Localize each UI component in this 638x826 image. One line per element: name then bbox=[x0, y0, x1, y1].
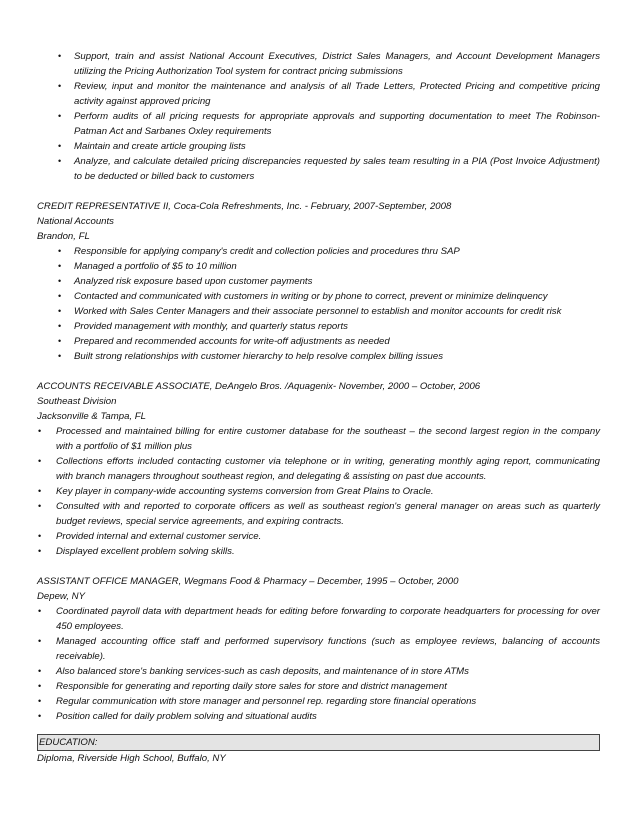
job-department-credit: National Accounts bbox=[37, 216, 114, 227]
job-title-credit: CREDIT REPRESENTATIVE II, Coca-Cola Refreshments, Inc. - February, 2007-September, 2008 bbox=[37, 201, 452, 212]
list-item: • Position called for daily problem solving and situational audits bbox=[38, 711, 317, 722]
bullet-icon: • bbox=[58, 306, 62, 316]
list-item: • Processed and maintained billing for entire customer database for the southeast – the second largest region in the company with a portfolio of $1 million plus bbox=[38, 426, 600, 452]
bullet-icon: • bbox=[38, 486, 42, 496]
job-title-ar: ACCOUNTS RECEIVABLE ASSOCIATE, DeAngelo Bros. /Aquagenix- November, 2000 – October, 2006 bbox=[37, 381, 481, 392]
list-item: • Maintain and create article grouping lists bbox=[58, 141, 246, 152]
list-item: • Responsible for applying company's credit and collection policies and procedures thru SAP bbox=[58, 246, 460, 257]
list-item: • Review, input and monitor the maintenance and analysis of all Trade Letters, Protected Pricing and competitive pricing activity against approved pricing bbox=[58, 81, 600, 107]
list-item: • Managed accounting office staff and performed supervisory functions (such as employee reviews, balancing of accounts receivable). bbox=[38, 636, 600, 662]
list-item: • Provided internal and external customer service. bbox=[38, 531, 262, 542]
job-title-wegmans: ASSISTANT OFFICE MANAGER, Wegmans Food & Pharmacy – December, 1995 – October, 2000 bbox=[37, 576, 459, 587]
job-location-credit: Brandon, FL bbox=[37, 231, 90, 242]
list-item: • Collections efforts included contacting customer via telephone or in writing, generating monthly aging report, communicating with branch managers throughout southeast region, and delegating & assisting on past due accounts. bbox=[38, 456, 600, 482]
bullet-icon: • bbox=[58, 351, 62, 361]
wegmans-duties-list bbox=[37, 604, 600, 724]
bullet-icon: • bbox=[58, 276, 62, 286]
list-item: • Also balanced store's banking services-such as cash deposits, and maintenance of in store ATMs bbox=[38, 666, 469, 677]
bullet-icon: • bbox=[58, 141, 62, 151]
bullet-icon: • bbox=[38, 531, 42, 541]
list-item: • Provided management with monthly, and quarterly status reports bbox=[58, 321, 348, 332]
bullet-icon: • bbox=[58, 246, 62, 256]
list-item: • Perform audits of all pricing requests for appropriate approvals and supporting documentation to meet The Robinson- Patman Act and Sarbanes Oxley requirements bbox=[58, 111, 600, 137]
bullet-icon: • bbox=[38, 681, 42, 691]
bullet-icon: • bbox=[58, 156, 62, 166]
bullet-icon: • bbox=[38, 546, 42, 556]
bullet-icon: • bbox=[58, 111, 62, 121]
list-item: • Built strong relationships with customer hierarchy to help resolve complex billing issues bbox=[58, 351, 443, 362]
list-item: • Responsible for generating and reporting daily store sales for store and district management bbox=[38, 681, 447, 692]
list-item: • Coordinated payroll data with department heads for editing before forwarding to corporate headquarters for processing for over 450 employees. bbox=[38, 606, 600, 632]
list-item: • Regular communication with store manager and personnel rep. regarding store financial operations bbox=[38, 696, 477, 707]
bullet-icon: • bbox=[58, 51, 62, 61]
list-item: • Worked with Sales Center Managers and their associate personnel to establish and monitor accounts for credit risk bbox=[58, 306, 562, 317]
education-heading: EDUCATION: bbox=[37, 734, 600, 751]
list-item: • Support, train and assist National Account Executives, District Sales Managers, and Account Development Managers utilizing the Pricing Authorization Tool system for contract pricing submissions bbox=[58, 51, 600, 77]
list-item: • Consulted with and reported to corporate officers as well as southeast region's general manager on areas such as quarterly budget reviews, special service agreements, and expiring contracts. bbox=[38, 501, 600, 527]
bullet-icon: • bbox=[38, 711, 42, 721]
job-location-wegmans: Depew, NY bbox=[37, 591, 85, 602]
bullet-icon: • bbox=[38, 696, 42, 706]
bullet-icon: • bbox=[58, 291, 62, 301]
bullet-icon: • bbox=[58, 321, 62, 331]
list-item: • Key player in company-wide accounting systems conversion from Great Plains to Oracle. bbox=[38, 486, 434, 497]
list-item: • Prepared and recommended accounts for write-off adjustments as needed bbox=[58, 336, 390, 347]
list-item: • Analyze, and calculate detailed pricing discrepancies requested by sales team resulting in a PIA (Post Invoice Adjustment) to be deducted or billed back to customers bbox=[58, 156, 600, 182]
list-item: • Displayed excellent problem solving skills. bbox=[38, 546, 235, 557]
bullet-icon: • bbox=[58, 336, 62, 346]
bullet-icon: • bbox=[38, 636, 42, 646]
bullet-icon: • bbox=[38, 426, 42, 436]
bullet-icon: • bbox=[58, 261, 62, 271]
bullet-icon: • bbox=[38, 456, 42, 466]
pricing-duties-list bbox=[37, 49, 600, 184]
bullet-icon: • bbox=[38, 501, 42, 511]
bullet-icon: • bbox=[38, 606, 42, 616]
job-department-ar: Southeast Division bbox=[37, 396, 117, 407]
education-entry: Diploma, Riverside High School, Buffalo, NY bbox=[37, 753, 226, 764]
resume-page bbox=[37, 49, 600, 766]
list-item: • Analyzed risk exposure based upon customer payments bbox=[58, 276, 313, 287]
bullet-icon: • bbox=[38, 666, 42, 676]
job-location-ar: Jacksonville & Tampa, FL bbox=[37, 411, 146, 422]
list-item: • Contacted and communicated with customers in writing or by phone to correct, prevent or minimize delinquency bbox=[58, 291, 548, 302]
ar-duties-list bbox=[37, 424, 600, 559]
credit-duties-list bbox=[37, 244, 600, 364]
list-item: • Managed a portfolio of $5 to 10 million bbox=[58, 261, 237, 272]
bullet-icon: • bbox=[58, 81, 62, 91]
